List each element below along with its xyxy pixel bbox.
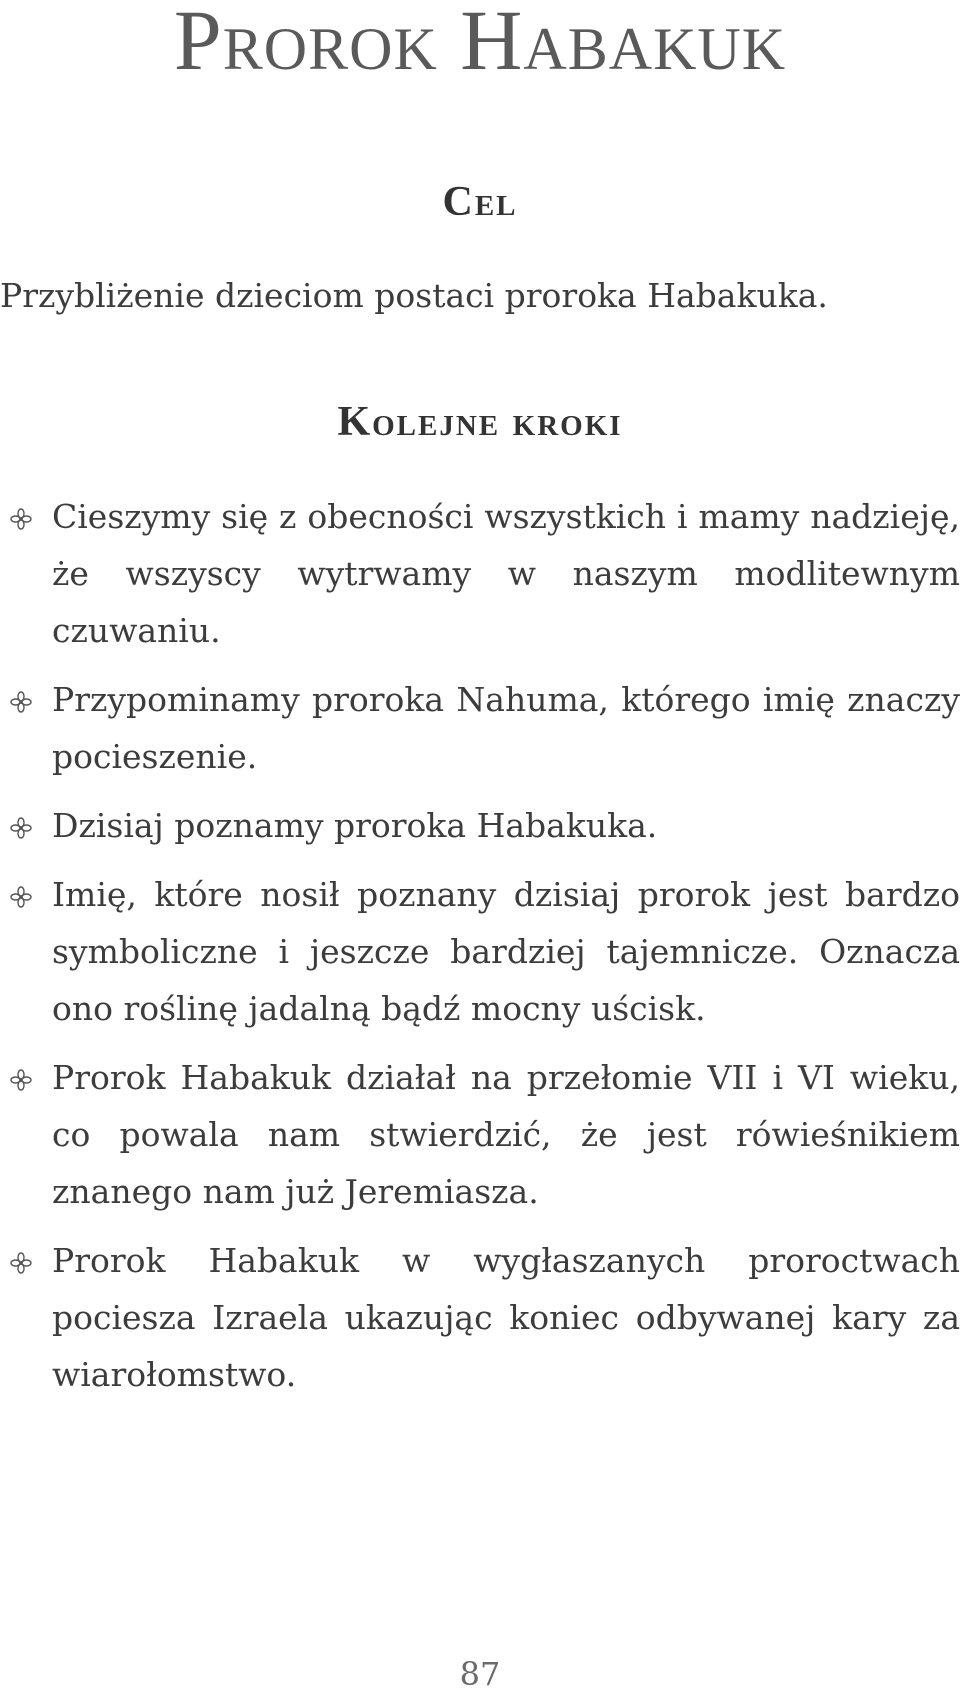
- list-item-text: Prorok Habakuk działał na przełomie VII i VI wieku, co powala nam stwierdzić, że jest rówieśnikiem znanego nam już Jeremiasza.: [52, 1058, 960, 1211]
- steps-heading: Kolejne kroki: [337, 399, 623, 445]
- four-petal-flower-icon: [10, 817, 32, 839]
- page-title: Prorok Habakuk: [173, 0, 787, 88]
- goal-heading: Cel: [442, 179, 518, 225]
- goal-text: Przybliżenie dzieciom postaci proroka Habakuka.: [0, 276, 828, 315]
- list-item: [0, 1049, 960, 1220]
- four-petal-flower-icon: [10, 1252, 32, 1274]
- list-item: [0, 488, 960, 659]
- list-item: [0, 1232, 960, 1403]
- steps-list: [0, 488, 960, 1415]
- list-item: [0, 671, 960, 785]
- list-item: [0, 797, 960, 854]
- four-petal-flower-icon: [10, 1069, 32, 1091]
- list-item-text: Dzisiaj poznamy proroka Habakuka.: [52, 806, 658, 845]
- list-item: [0, 866, 960, 1037]
- list-item-text: Cieszymy się z obecności wszystkich i mamy nadzieję, że wszyscy wytrwamy w naszym modlitewnym czuwaniu.: [52, 497, 960, 650]
- page-number: 87: [459, 1655, 501, 1693]
- four-petal-flower-icon: [10, 508, 32, 530]
- four-petal-flower-icon: [10, 691, 32, 713]
- four-petal-flower-icon: [10, 886, 32, 908]
- list-item-text: Imię, które nosił poznany dzisiaj prorok jest bardzo symboliczne i jeszcze bardziej tajemnicze. Oznacza ono roślinę jadalną bądź mocny uścisk.: [52, 875, 960, 1028]
- list-item-text: Prorok Habakuk w wygłaszanych proroctwach pociesza Izraela ukazując koniec odbywanej kary za wiarołomstwo.: [52, 1241, 960, 1394]
- list-item-text: Przypominamy proroka Nahuma, którego imię znaczy pocieszenie.: [52, 680, 960, 776]
